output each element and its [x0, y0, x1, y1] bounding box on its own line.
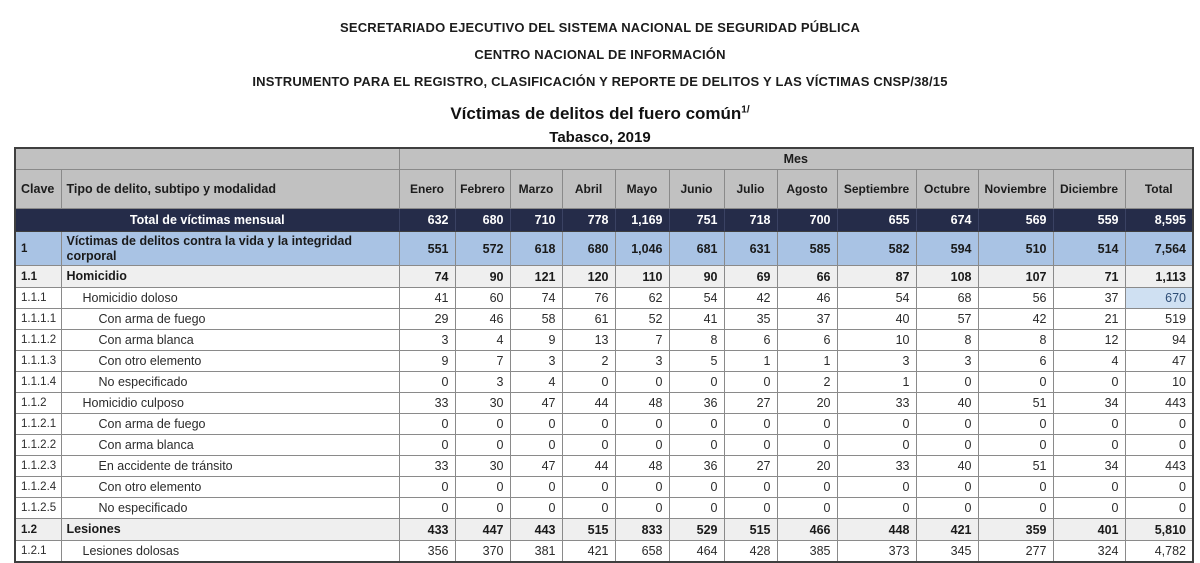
value-cell: 700: [777, 209, 837, 232]
row-label: Con arma de fuego: [61, 309, 399, 330]
table-row: [15, 209, 1193, 232]
value-cell: 5: [669, 351, 724, 372]
value-cell: 1: [837, 372, 916, 393]
row-clave: 1.1.2.2: [15, 435, 61, 456]
value-cell: 658: [615, 541, 669, 563]
value-cell: 0: [916, 498, 978, 519]
value-cell: 680: [562, 232, 615, 266]
value-cell: 33: [837, 393, 916, 414]
value-cell: 107: [978, 266, 1053, 288]
value-cell: 51: [978, 393, 1053, 414]
month-column-header: Enero: [399, 170, 455, 209]
value-cell: 44: [562, 456, 615, 477]
value-cell: 60: [455, 288, 510, 309]
value-cell: 0: [399, 477, 455, 498]
value-cell: 0: [562, 372, 615, 393]
value-cell: 5,810: [1125, 519, 1193, 541]
value-cell: 433: [399, 519, 455, 541]
value-cell: 277: [978, 541, 1053, 563]
table-row: [15, 372, 1193, 393]
value-cell: 20: [777, 393, 837, 414]
row-clave: 1.1.1: [15, 288, 61, 309]
value-cell: 0: [399, 372, 455, 393]
value-cell: 1,113: [1125, 266, 1193, 288]
value-cell: 4,782: [1125, 541, 1193, 563]
clave-column-header: Clave: [15, 170, 61, 209]
value-cell: 385: [777, 541, 837, 563]
value-cell: 4: [510, 372, 562, 393]
month-column-header: Octubre: [916, 170, 978, 209]
value-cell: 515: [724, 519, 777, 541]
value-cell: 30: [455, 456, 510, 477]
row-label: No especificado: [61, 372, 399, 393]
month-column-header: Diciembre: [1053, 170, 1125, 209]
table-row: [15, 393, 1193, 414]
value-cell: 428: [724, 541, 777, 563]
value-cell: 710: [510, 209, 562, 232]
value-cell: 582: [837, 232, 916, 266]
document-title: [0, 104, 1200, 124]
value-cell: 42: [978, 309, 1053, 330]
value-cell: 0: [777, 435, 837, 456]
row-clave: 1.1.2: [15, 393, 61, 414]
value-cell: 0: [562, 435, 615, 456]
value-cell: 27: [724, 393, 777, 414]
value-cell: 0: [916, 372, 978, 393]
value-cell: 41: [669, 309, 724, 330]
group-header-row: [15, 148, 1193, 170]
victims-table: [14, 147, 1194, 563]
document-subtitle: Tabasco, 2019: [549, 129, 651, 146]
value-cell: 9: [510, 330, 562, 351]
value-cell: 40: [837, 309, 916, 330]
value-cell: 0: [724, 414, 777, 435]
value-cell: 833: [615, 519, 669, 541]
value-cell: 4: [1053, 351, 1125, 372]
value-cell: 0: [455, 414, 510, 435]
value-cell: 58: [510, 309, 562, 330]
value-cell: 0: [1125, 414, 1193, 435]
table-row: [15, 351, 1193, 372]
value-cell: 515: [562, 519, 615, 541]
value-cell: 0: [510, 498, 562, 519]
footnote-marker: 1/: [741, 104, 750, 116]
value-cell: 1: [777, 351, 837, 372]
value-cell: 585: [777, 232, 837, 266]
value-cell: 46: [455, 309, 510, 330]
table-row: [15, 330, 1193, 351]
value-cell: 3: [615, 351, 669, 372]
value-cell: 8: [669, 330, 724, 351]
value-cell: 421: [562, 541, 615, 563]
row-clave: 1.1.2.1: [15, 414, 61, 435]
value-cell: 3: [510, 351, 562, 372]
value-cell: 0: [669, 477, 724, 498]
value-cell: 35: [724, 309, 777, 330]
row-label: Lesiones dolosas: [61, 541, 399, 563]
value-cell: 9: [399, 351, 455, 372]
value-cell: 0: [978, 477, 1053, 498]
value-cell: 0: [978, 498, 1053, 519]
value-cell: 0: [669, 414, 724, 435]
value-cell: 120: [562, 266, 615, 288]
month-column-header: Mayo: [615, 170, 669, 209]
value-cell: 27: [724, 456, 777, 477]
value-cell: 0: [615, 498, 669, 519]
row-clave: 1: [15, 232, 61, 266]
value-cell: 13: [562, 330, 615, 351]
value-cell: 52: [615, 309, 669, 330]
value-cell: 94: [1125, 330, 1193, 351]
value-cell: 121: [510, 266, 562, 288]
value-cell: 44: [562, 393, 615, 414]
value-cell: 33: [399, 393, 455, 414]
value-cell: 10: [1125, 372, 1193, 393]
table-row: [15, 541, 1193, 563]
value-cell: 6: [777, 330, 837, 351]
value-cell: 751: [669, 209, 724, 232]
row-label: Con arma de fuego: [61, 414, 399, 435]
total-row-label: Total de víctimas mensual: [15, 209, 399, 232]
value-cell: 42: [724, 288, 777, 309]
value-cell: 2: [777, 372, 837, 393]
value-cell: 8: [978, 330, 1053, 351]
value-cell: 33: [399, 456, 455, 477]
month-column-header: Noviembre: [978, 170, 1053, 209]
value-cell: 3: [837, 351, 916, 372]
value-cell: 4: [455, 330, 510, 351]
value-cell: 0: [399, 414, 455, 435]
row-label: Con arma blanca: [61, 330, 399, 351]
row-clave: 1.1.2.5: [15, 498, 61, 519]
value-cell: 48: [615, 456, 669, 477]
table-row: [15, 414, 1193, 435]
value-cell: 0: [978, 435, 1053, 456]
value-cell: 0: [562, 477, 615, 498]
row-clave: 1.1.1.1: [15, 309, 61, 330]
value-cell: 1,046: [615, 232, 669, 266]
value-cell: 0: [1053, 414, 1125, 435]
value-cell: 0: [1125, 435, 1193, 456]
value-cell: 57: [916, 309, 978, 330]
value-cell: 71: [1053, 266, 1125, 288]
value-cell: 7: [455, 351, 510, 372]
month-column-header: Total: [1125, 170, 1193, 209]
value-cell: 33: [837, 456, 916, 477]
value-cell: 0: [724, 372, 777, 393]
value-cell: 0: [615, 372, 669, 393]
value-cell: 3: [916, 351, 978, 372]
value-cell: 443: [1125, 456, 1193, 477]
value-cell: 54: [669, 288, 724, 309]
value-cell: 47: [510, 393, 562, 414]
value-cell: 110: [615, 266, 669, 288]
value-cell: 466: [777, 519, 837, 541]
value-cell: 443: [510, 519, 562, 541]
value-cell: 0: [777, 477, 837, 498]
row-label: Homicidio: [61, 266, 399, 288]
value-cell: 0: [455, 435, 510, 456]
row-clave: 1.1.2.4: [15, 477, 61, 498]
value-cell: 30: [455, 393, 510, 414]
row-clave: 1.1: [15, 266, 61, 288]
value-cell: 61: [562, 309, 615, 330]
mes-group-header: Mes: [399, 148, 1193, 170]
value-cell: 74: [510, 288, 562, 309]
value-cell: 618: [510, 232, 562, 266]
value-cell: 0: [1125, 477, 1193, 498]
document-header: [0, 0, 1200, 146]
value-cell: 10: [837, 330, 916, 351]
value-cell: 8,595: [1125, 209, 1193, 232]
value-cell: 74: [399, 266, 455, 288]
value-cell: 0: [837, 477, 916, 498]
value-cell: 20: [777, 456, 837, 477]
month-column-header: Febrero: [455, 170, 510, 209]
value-cell: 21: [1053, 309, 1125, 330]
corner-cell: [15, 148, 399, 170]
value-cell: 47: [1125, 351, 1193, 372]
table-row: [15, 498, 1193, 519]
value-cell: 69: [724, 266, 777, 288]
value-cell: 443: [1125, 393, 1193, 414]
value-cell: 401: [1053, 519, 1125, 541]
value-cell: 514: [1053, 232, 1125, 266]
value-cell: 54: [837, 288, 916, 309]
value-cell: 0: [615, 435, 669, 456]
value-cell: 76: [562, 288, 615, 309]
value-cell: 0: [724, 498, 777, 519]
row-label: Lesiones: [61, 519, 399, 541]
value-cell: 680: [455, 209, 510, 232]
table-row: [15, 435, 1193, 456]
value-cell: 373: [837, 541, 916, 563]
value-cell: 572: [455, 232, 510, 266]
table-row: [15, 288, 1193, 309]
value-cell: 0: [1125, 498, 1193, 519]
month-column-header: Julio: [724, 170, 777, 209]
value-cell: 559: [1053, 209, 1125, 232]
value-cell: 108: [916, 266, 978, 288]
month-column-header: Agosto: [777, 170, 837, 209]
value-cell: 0: [399, 498, 455, 519]
value-cell: 0: [510, 414, 562, 435]
value-cell: 0: [399, 435, 455, 456]
value-cell: 40: [916, 456, 978, 477]
value-cell: 66: [777, 266, 837, 288]
value-cell: 718: [724, 209, 777, 232]
value-cell: 632: [399, 209, 455, 232]
value-cell: 37: [1053, 288, 1125, 309]
value-cell: 34: [1053, 393, 1125, 414]
tipo-column-header: Tipo de delito, subtipo y modalidad: [61, 170, 399, 209]
value-cell: 447: [455, 519, 510, 541]
value-cell: 631: [724, 232, 777, 266]
value-cell: 0: [777, 498, 837, 519]
table-row: [15, 232, 1193, 266]
row-clave: 1.1.2.3: [15, 456, 61, 477]
table-row: [15, 456, 1193, 477]
month-column-header: Septiembre: [837, 170, 916, 209]
value-cell: 34: [1053, 456, 1125, 477]
row-clave: 1.1.1.3: [15, 351, 61, 372]
row-label: Con arma blanca: [61, 435, 399, 456]
value-cell: 8: [916, 330, 978, 351]
value-cell: 421: [916, 519, 978, 541]
value-cell: 0: [615, 477, 669, 498]
table-body: [15, 209, 1193, 563]
value-cell: 0: [724, 477, 777, 498]
value-cell: 90: [669, 266, 724, 288]
org-line-3: INSTRUMENTO PARA EL REGISTRO, CLASIFICACIÓN Y REPORTE DE DELITOS Y LAS VÍCTIMAS CNSP/38/15: [252, 74, 948, 89]
row-label: Víctimas de delitos contra la vida y la integridad corporal: [61, 232, 399, 266]
value-cell: 0: [615, 414, 669, 435]
value-cell: 0: [916, 435, 978, 456]
column-header-row: [15, 170, 1193, 209]
value-cell: 1,169: [615, 209, 669, 232]
month-column-header: Abril: [562, 170, 615, 209]
value-cell: 370: [455, 541, 510, 563]
value-cell: 2: [562, 351, 615, 372]
value-cell: 0: [1053, 372, 1125, 393]
table-row: [15, 266, 1193, 288]
org-line-1: SECRETARIADO EJECUTIVO DEL SISTEMA NACIONAL DE SEGURIDAD PÚBLICA: [339, 20, 861, 35]
value-cell: 0: [669, 372, 724, 393]
row-clave: 1.1.1.2: [15, 330, 61, 351]
row-label: Con otro elemento: [61, 351, 399, 372]
row-clave: 1.2: [15, 519, 61, 541]
value-cell: 0: [837, 414, 916, 435]
table-row: [15, 309, 1193, 330]
value-cell: 3: [455, 372, 510, 393]
row-label: Homicidio doloso: [61, 288, 399, 309]
value-cell: 448: [837, 519, 916, 541]
value-cell: 7: [615, 330, 669, 351]
value-cell: 510: [978, 232, 1053, 266]
value-cell: 674: [916, 209, 978, 232]
value-cell: 0: [510, 435, 562, 456]
value-cell: 356: [399, 541, 455, 563]
row-clave: 1.1.1.4: [15, 372, 61, 393]
value-cell: 29: [399, 309, 455, 330]
value-cell: 87: [837, 266, 916, 288]
value-cell: 51: [978, 456, 1053, 477]
table-container: [14, 147, 1194, 563]
value-cell: 0: [978, 414, 1053, 435]
value-cell: 90: [455, 266, 510, 288]
value-cell: 0: [669, 498, 724, 519]
value-cell: 68: [916, 288, 978, 309]
value-cell: 36: [669, 393, 724, 414]
value-cell: 0: [916, 414, 978, 435]
document-title-text: Víctimas de delitos del fuero común: [450, 104, 742, 123]
value-cell: 47: [510, 456, 562, 477]
value-cell: 519: [1125, 309, 1193, 330]
month-column-header: Marzo: [510, 170, 562, 209]
value-cell: 3: [399, 330, 455, 351]
value-cell: 655: [837, 209, 916, 232]
value-cell: 0: [1053, 435, 1125, 456]
value-cell: 0: [455, 477, 510, 498]
value-cell: 0: [562, 414, 615, 435]
value-cell: 381: [510, 541, 562, 563]
month-column-header: Junio: [669, 170, 724, 209]
value-cell: 0: [777, 414, 837, 435]
value-cell: 0: [916, 477, 978, 498]
value-cell: 324: [1053, 541, 1125, 563]
row-label: Homicidio culposo: [61, 393, 399, 414]
value-cell: 0: [669, 435, 724, 456]
highlighted-value-cell: 670: [1125, 288, 1193, 309]
value-cell: 569: [978, 209, 1053, 232]
row-clave: 1.2.1: [15, 541, 61, 563]
value-cell: 551: [399, 232, 455, 266]
value-cell: 46: [777, 288, 837, 309]
value-cell: 0: [510, 477, 562, 498]
value-cell: 0: [455, 498, 510, 519]
value-cell: 0: [724, 435, 777, 456]
value-cell: 48: [615, 393, 669, 414]
value-cell: 0: [837, 435, 916, 456]
value-cell: 0: [837, 498, 916, 519]
org-line-2: CENTRO NACIONAL DE INFORMACIÓN: [474, 47, 726, 62]
value-cell: 12: [1053, 330, 1125, 351]
value-cell: 62: [615, 288, 669, 309]
value-cell: 41: [399, 288, 455, 309]
value-cell: 0: [1053, 498, 1125, 519]
value-cell: 6: [724, 330, 777, 351]
value-cell: 529: [669, 519, 724, 541]
value-cell: 359: [978, 519, 1053, 541]
table-row: [15, 519, 1193, 541]
value-cell: 6: [978, 351, 1053, 372]
value-cell: 681: [669, 232, 724, 266]
row-label: No especificado: [61, 498, 399, 519]
value-cell: 1: [724, 351, 777, 372]
value-cell: 0: [978, 372, 1053, 393]
row-label: En accidente de tránsito: [61, 456, 399, 477]
value-cell: 345: [916, 541, 978, 563]
value-cell: 0: [1053, 477, 1125, 498]
value-cell: 56: [978, 288, 1053, 309]
value-cell: 778: [562, 209, 615, 232]
row-label: Con otro elemento: [61, 477, 399, 498]
value-cell: 594: [916, 232, 978, 266]
value-cell: 40: [916, 393, 978, 414]
value-cell: 0: [562, 498, 615, 519]
table-row: [15, 477, 1193, 498]
value-cell: 7,564: [1125, 232, 1193, 266]
value-cell: 36: [669, 456, 724, 477]
value-cell: 464: [669, 541, 724, 563]
value-cell: 37: [777, 309, 837, 330]
